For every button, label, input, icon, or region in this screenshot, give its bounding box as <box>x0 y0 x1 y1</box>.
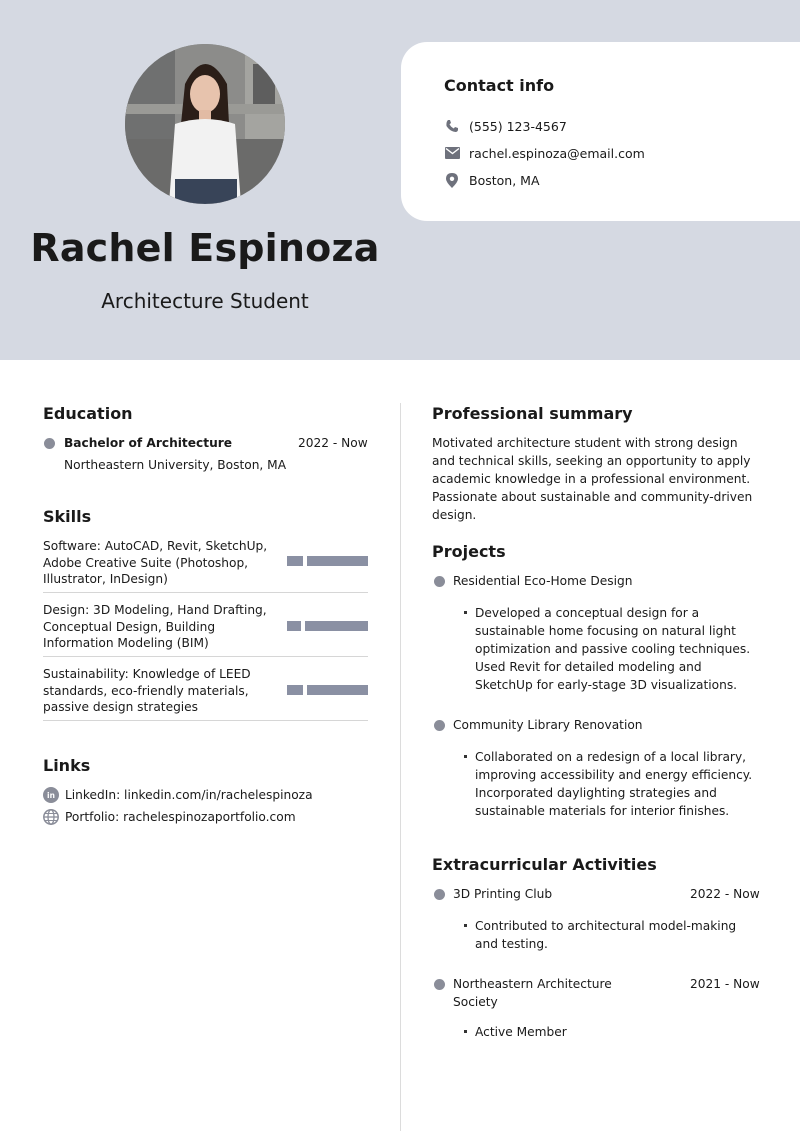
link-portfolio[interactable] <box>43 808 296 826</box>
activity-detail <box>475 917 757 953</box>
column-divider <box>400 403 401 1131</box>
globe-icon <box>43 809 59 825</box>
project-bullet <box>434 576 445 587</box>
contact-location <box>444 171 540 189</box>
skill-text: Sustainability: Knowledge of LEED standards, eco-friendly materials, passive design strategies <box>43 667 251 714</box>
education-dates: 2022 - Now <box>298 436 368 450</box>
activity-dates: 2021 - Now <box>690 977 760 991</box>
activity-name: Northeastern Architecture Society <box>453 977 612 1009</box>
skill-level-bar <box>287 621 368 631</box>
summary-heading: Professional summary <box>432 404 633 423</box>
phone-text: (555) 123-4567 <box>469 118 567 134</box>
skill-row <box>43 537 368 593</box>
mail-icon <box>444 145 460 161</box>
skills-heading: Skills <box>43 507 92 526</box>
email-text: rachel.espinoza@email.com <box>469 145 645 161</box>
project-name: Community Library Renovation <box>453 718 643 732</box>
phone-icon <box>444 118 460 134</box>
skill-row <box>43 665 368 721</box>
sub-bullet-marker <box>464 924 467 927</box>
activity-bullet <box>434 979 445 990</box>
location-pin-icon <box>444 172 460 188</box>
sub-bullet-marker <box>464 1030 467 1033</box>
svg-text:in: in <box>47 791 55 800</box>
education-school: Northeastern University, Boston, MA <box>64 458 287 472</box>
sub-bullet-marker <box>464 611 467 614</box>
contact-card <box>401 42 800 221</box>
activity-bullet <box>434 889 445 900</box>
candidate-title: Architecture Student <box>101 289 309 313</box>
activities-heading: Extracurricular Activities <box>432 855 657 874</box>
project-detail-text: Collaborated on a redesign of a local library, improving accessibility and energy efficiency. Incorporated daylighting strategies and sustainable materials for interior finishes. <box>475 750 753 818</box>
project-detail <box>475 604 757 694</box>
activity-detail-text: Contributed to architectural model-making and testing. <box>475 919 737 951</box>
skill-level-bar <box>287 685 368 695</box>
project-detail <box>475 748 757 820</box>
skill-text: Software: AutoCAD, Revit, SketchUp, Adobe Creative Suite (Photoshop, Illustrator, InDesign) <box>43 539 268 586</box>
contact-heading: Contact info <box>444 76 555 95</box>
education-heading: Education <box>43 404 133 423</box>
project-detail-text: Developed a conceptual design for a sustainable home focusing on natural light optimization and passive cooling techniques. Used Revit for detailed modeling and SketchUp for early-stage 3D visualizations. <box>475 606 751 692</box>
project-name: Residential Eco-Home Design <box>453 574 633 588</box>
education-bullet <box>44 438 55 449</box>
education-degree: Bachelor of Architecture <box>64 436 233 450</box>
link-linkedin[interactable] <box>43 786 313 804</box>
activity-detail <box>475 1023 757 1041</box>
activity-dates: 2022 - Now <box>690 887 760 901</box>
activity-detail-text: Active Member <box>475 1025 567 1039</box>
summary-text: Motivated architecture student with strong design and technical skills, seeking an opportunity to apply academic knowledge in a professional environment. Passionate about sustainable and community-driven design. <box>432 436 753 522</box>
linkedin-icon <box>43 787 59 803</box>
projects-heading: Projects <box>432 542 506 561</box>
profile-photo <box>125 44 285 204</box>
header-band <box>0 0 800 360</box>
link-linkedin-text[interactable]: LinkedIn: linkedin.com/in/rachelespinoza <box>65 788 313 802</box>
project-bullet <box>434 720 445 731</box>
candidate-name: Rachel Espinoza <box>30 226 380 270</box>
activity-name: 3D Printing Club <box>453 887 553 901</box>
skill-row <box>43 601 368 657</box>
sub-bullet-marker <box>464 755 467 758</box>
contact-phone <box>444 117 567 135</box>
skill-level-bar <box>287 556 368 566</box>
link-portfolio-text[interactable]: Portfolio: rachelespinozaportfolio.com <box>65 810 296 824</box>
location-text: Boston, MA <box>469 172 540 188</box>
links-heading: Links <box>43 756 91 775</box>
contact-email <box>444 144 645 162</box>
skill-text: Design: 3D Modeling, Hand Drafting, Conceptual Design, Building Information Modeling (BIM) <box>43 603 267 650</box>
